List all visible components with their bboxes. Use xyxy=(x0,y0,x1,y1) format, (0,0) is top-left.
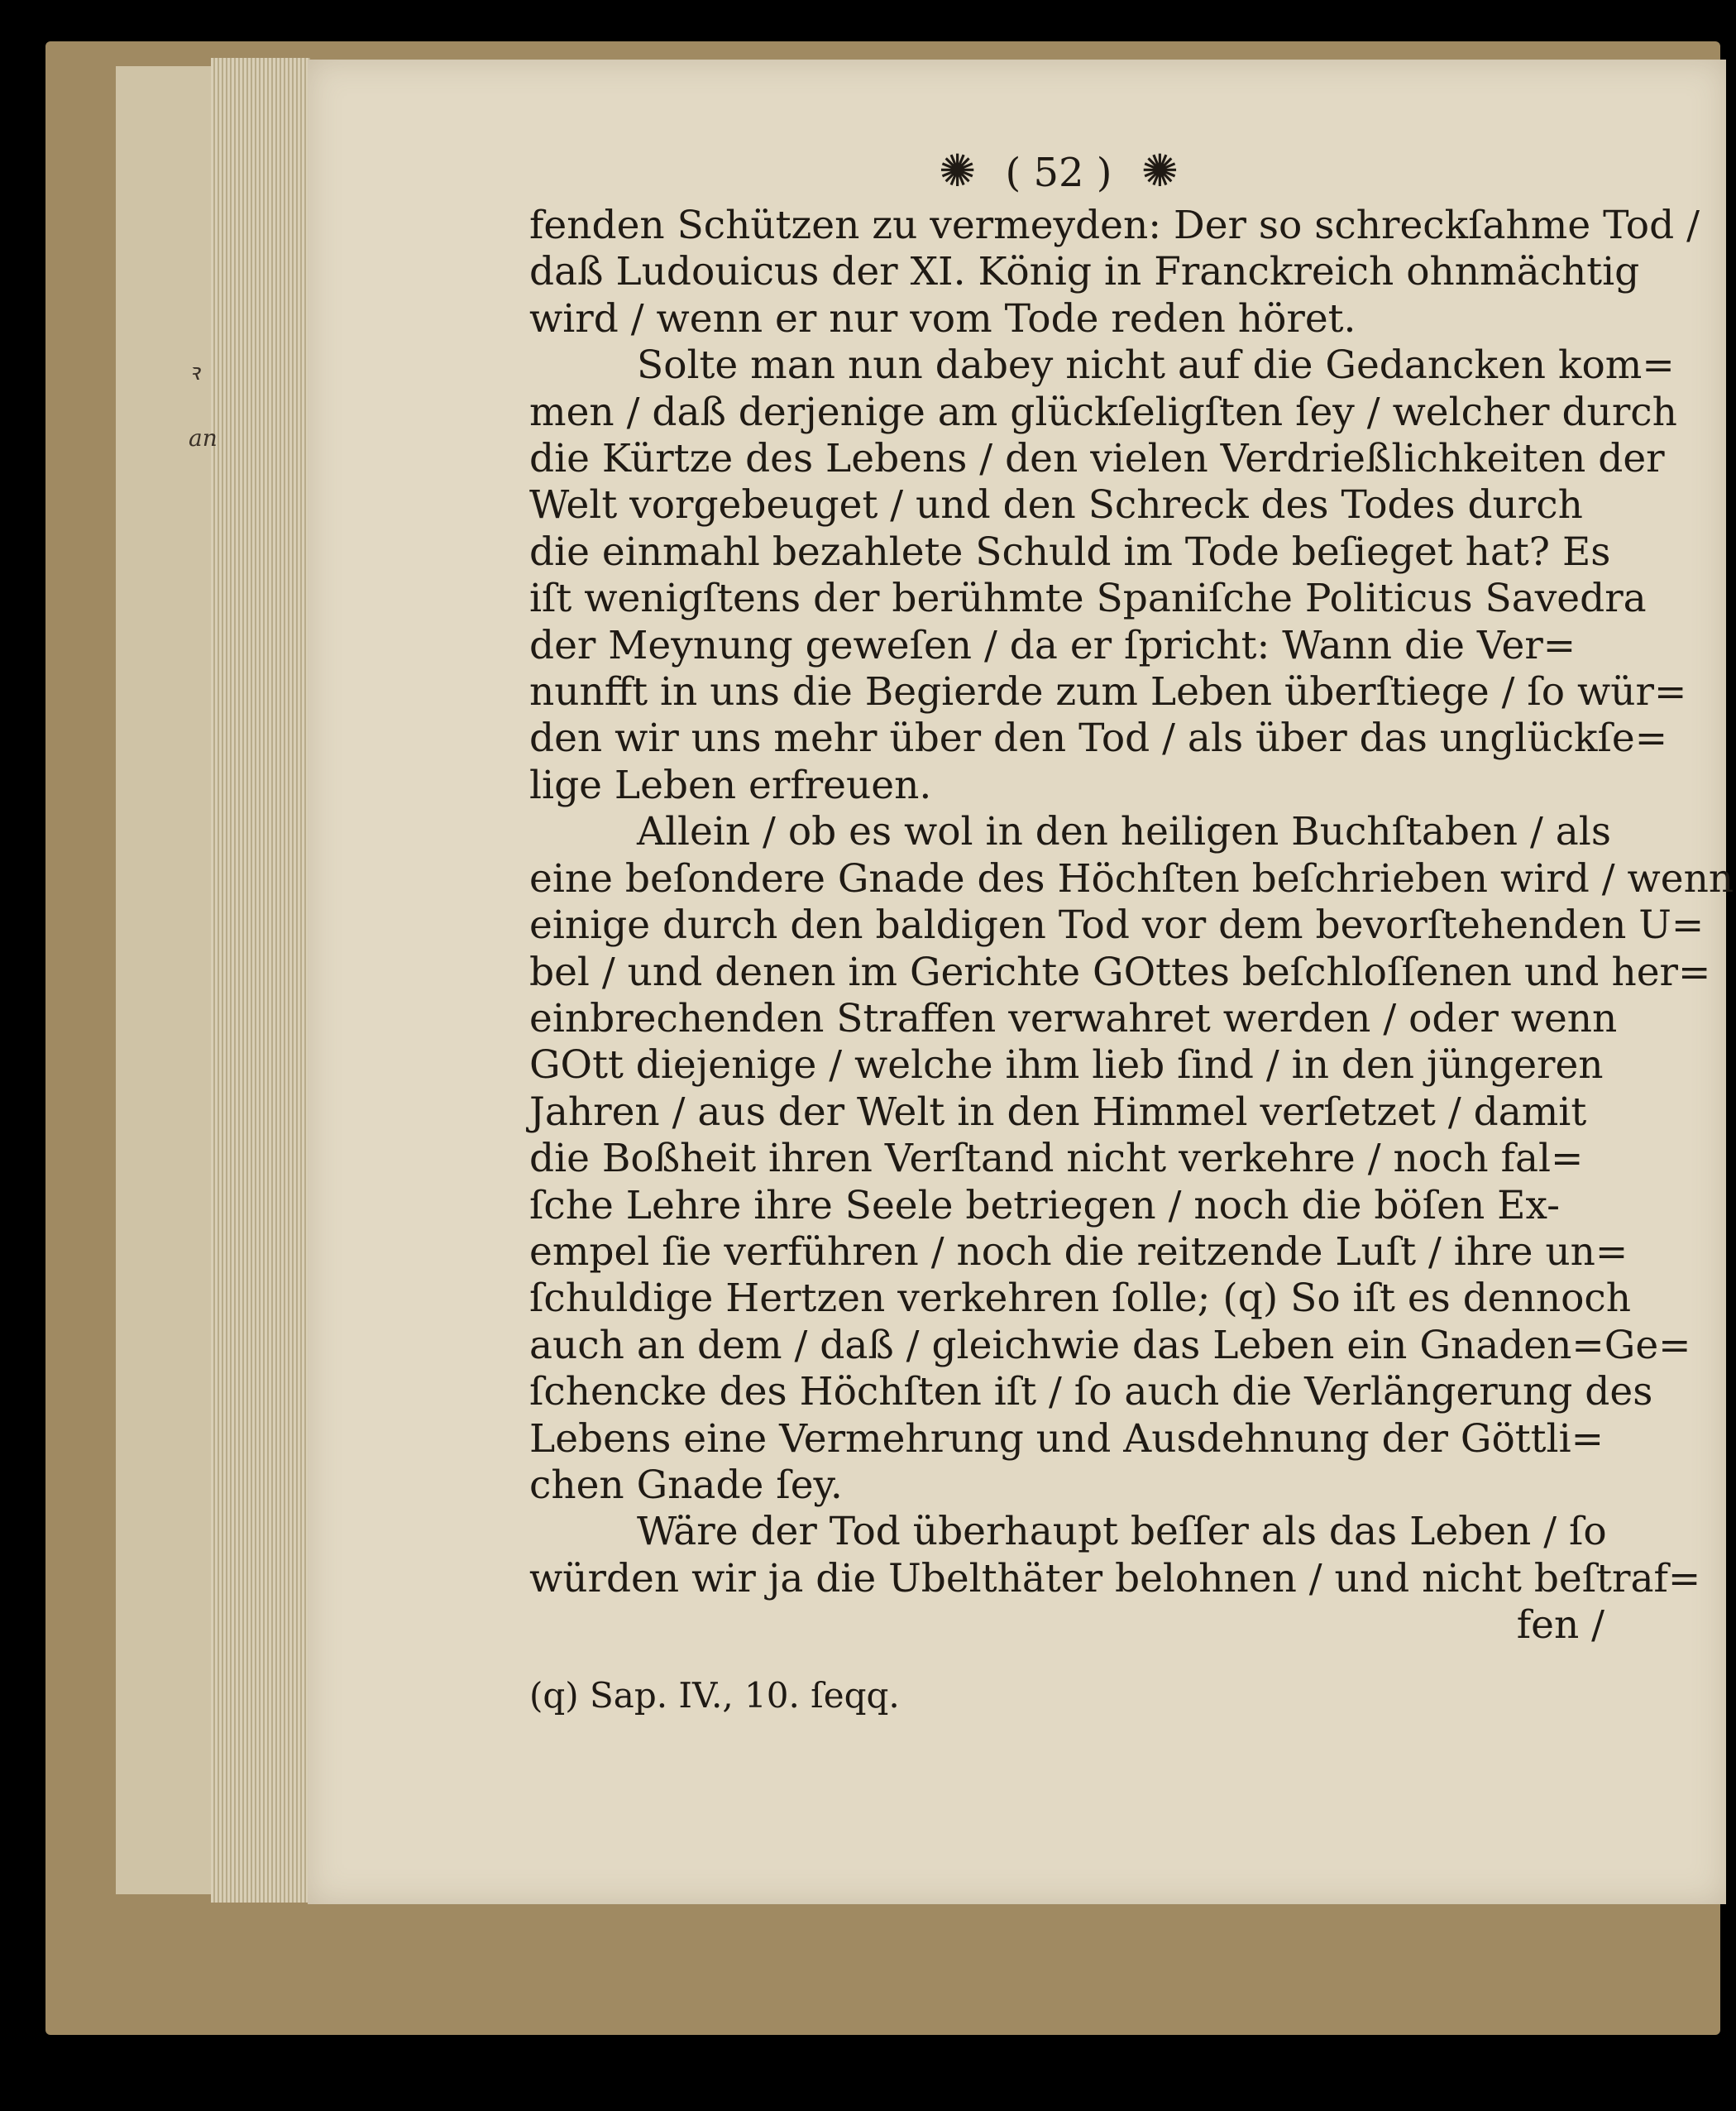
text-line: lige Leben erfreuen. xyxy=(529,762,932,808)
text-line: empel ſie verführen / noch die reitzende Luſt / ihre un= xyxy=(529,1228,1628,1275)
text-line: daß Ludouicus der XI. König in Franckreich ohnmächtig xyxy=(529,249,1640,295)
text-line: iſt wenigſtens der berühmte Spaniſche Politicus Savedra xyxy=(529,576,1647,622)
text-line: Welt vorgebeuget / und den Schreck des Todes durch xyxy=(529,482,1583,529)
text-line: einige durch den baldigen Tod vor dem bevorſtehenden U= xyxy=(529,902,1705,949)
text-line: auch an dem / daß / gleichwie das Leben ein Gnaden=Ge= xyxy=(529,1322,1691,1368)
text-line: Solte man nun dabey nicht auf die Gedancken kom= xyxy=(637,342,1675,389)
text-line: ſche Lehre ihre Seele betriegen / noch die böſen Ex- xyxy=(529,1182,1561,1228)
text-line: fen / xyxy=(1516,1602,1604,1649)
text-line: eine beſondere Gnade des Höchſten beſchrieben wird / wenn xyxy=(529,855,1734,902)
page-body xyxy=(529,203,1734,1649)
text-line: chen Gnade ſey. xyxy=(529,1462,843,1508)
text-line: bel / und denen im Gerichte GOttes beſchloſſenen und her= xyxy=(529,949,1711,995)
text-line: einbrechenden Straffen verwahret werden / oder wenn xyxy=(529,995,1618,1041)
footnote: (q) Sap. IV., 10. ſeqq. xyxy=(529,1675,900,1716)
text-line: ſchuldige Hertzen verkehren ſolle; (q) So iſt es dennoch xyxy=(529,1276,1632,1322)
edge-fragment-2: an xyxy=(189,424,218,452)
text-line: die Kürtze des Lebens / den vielen Verdrießlichkeiten der xyxy=(529,436,1665,482)
previous-page-fragment xyxy=(189,339,218,472)
text-line: würden wir ja die Ubelthäter belohnen / und nicht beſtraf= xyxy=(529,1555,1701,1601)
text-line: ſchencke des Höchſten iſt / ſo auch die Verlängerung des xyxy=(529,1369,1653,1415)
page-edges xyxy=(211,58,310,1903)
text-line: die Boßheit ihren Verſtand nicht verkehre / noch fal= xyxy=(529,1136,1584,1182)
text-line: wird / wenn er nur vom Tode reden höret. xyxy=(529,295,1356,342)
text-line: der Meynung geweſen / da er ſpricht: Wann die Ver= xyxy=(529,622,1576,668)
ornament-right-icon: ✺ xyxy=(1141,145,1179,197)
text-line: den wir uns mehr über den Tod / als über das unglückſe= xyxy=(529,716,1668,762)
text-line: Wäre der Tod überhaupt beſſer als das Leben / ſo xyxy=(637,1509,1607,1555)
text-line: GOtt diejenige / welche ihm lieb ſind / in den jüngeren xyxy=(529,1042,1604,1089)
text-line: Jahren / aus der Welt in den Himmel verſetzet / damit xyxy=(529,1089,1587,1135)
text-line: Allein / ob es wol in den heiligen Buchſtaben / als xyxy=(637,809,1611,855)
page-number: ( 52 ) xyxy=(1005,150,1112,196)
ornament-left-icon: ✺ xyxy=(938,145,977,197)
text-line: die einmahl bezahlete Schuld im Tode beſieget hat? Es xyxy=(529,529,1611,575)
text-line: Lebens eine Vermehrung und Ausdehnung der Göttli= xyxy=(529,1415,1604,1462)
edge-fragment-1: ꝛ xyxy=(189,358,200,385)
page-header xyxy=(868,145,1249,197)
text-line: nunfft in uns die Begierde zum Leben überſtiege / ſo wür= xyxy=(529,669,1687,716)
text-line: men / daß derjenige am glückſeligſten ſey / welcher durch xyxy=(529,389,1677,435)
text-line: fenden Schützen zu vermeyden: Der so schreckſahme Tod / xyxy=(529,203,1700,248)
